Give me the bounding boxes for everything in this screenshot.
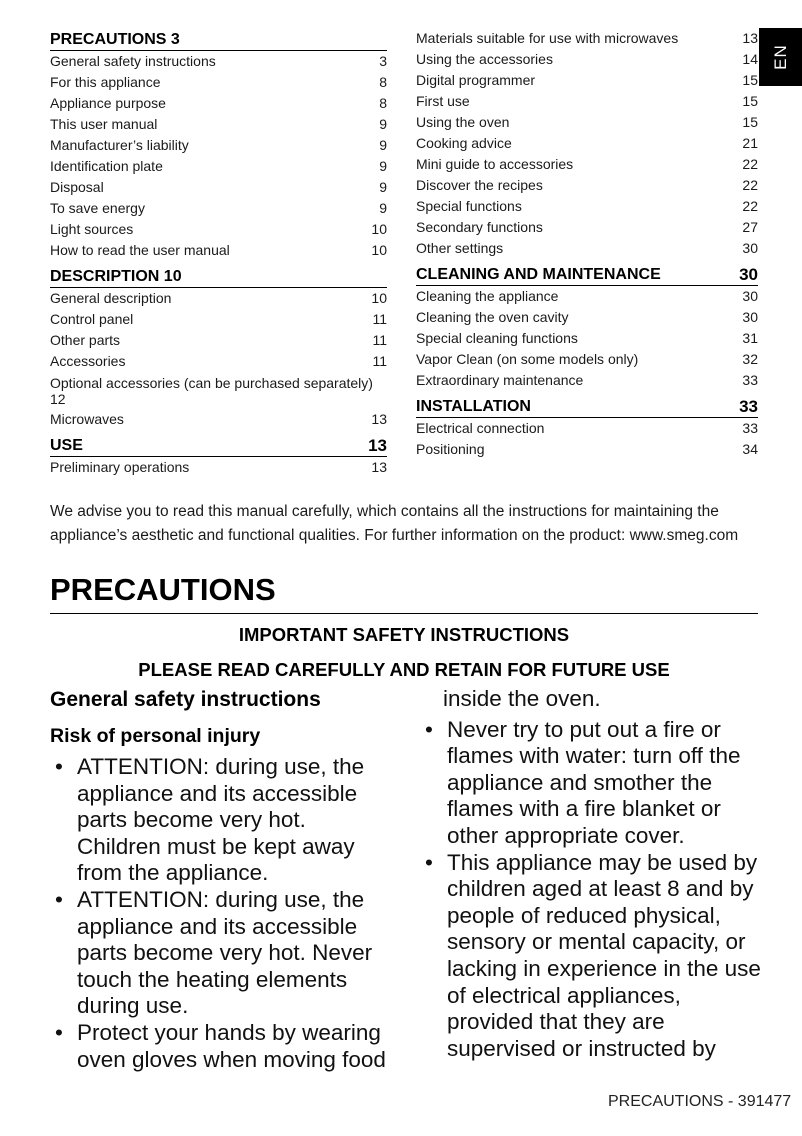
language-tab-label: EN xyxy=(770,44,790,70)
toc-entry[interactable] xyxy=(50,135,387,156)
toc-label: Mini guide to accessories xyxy=(416,156,574,172)
toc-page-number: 9 xyxy=(379,116,387,132)
toc-entry[interactable] xyxy=(50,330,387,351)
toc-label: Extraordinary maintenance xyxy=(416,372,584,388)
toc-label: Vapor Clean (on some models only) xyxy=(416,351,639,367)
toc-page-number: 9 xyxy=(379,179,387,195)
toc-page-number: 14 xyxy=(742,51,758,67)
toc-page-number: 13 xyxy=(371,459,387,475)
toc-label: Using the oven xyxy=(416,114,510,130)
toc-entry[interactable] xyxy=(50,156,387,177)
toc-page-number: 10 xyxy=(371,242,387,258)
toc-page-number: 8 xyxy=(379,95,387,111)
toc-label: Cleaning the appliance xyxy=(416,288,559,304)
toc-entry[interactable] xyxy=(416,196,758,217)
toc-section-heading[interactable] xyxy=(50,265,387,288)
bullet-text: ATTENTION: during use, the appliance and its accessible parts become very hot. Never touch the heating elements during use. xyxy=(77,886,373,1019)
toc-page-number: 34 xyxy=(742,441,758,457)
toc-label: Accessories xyxy=(50,353,126,369)
toc-label: Electrical connection xyxy=(416,420,545,436)
toc-page-number: 30 xyxy=(742,288,758,304)
toc-label: PRECAUTIONS 3 xyxy=(50,31,180,48)
toc-entry[interactable] xyxy=(50,351,387,372)
toc-label: How to read the user manual xyxy=(50,242,230,258)
bullet-dot-icon: • xyxy=(425,716,433,742)
toc-label: Other parts xyxy=(50,332,121,348)
toc-entry[interactable] xyxy=(50,219,387,240)
toc-page-number: 22 xyxy=(742,198,758,214)
toc-left-column xyxy=(50,28,387,478)
bullet-continuation: inside the oven. xyxy=(443,686,601,711)
toc-label: Light sources xyxy=(50,221,134,237)
bullet-dot-icon: • xyxy=(55,886,63,912)
toc-page-number: 10 xyxy=(371,221,387,237)
toc-entry[interactable] xyxy=(416,349,758,370)
toc-page-number: 8 xyxy=(379,74,387,90)
toc-page-number: 32 xyxy=(742,351,758,367)
bullet-dot-icon: • xyxy=(55,1019,63,1045)
toc-page-number: 15 xyxy=(742,93,758,109)
toc-label: USE xyxy=(50,437,83,454)
body-right-column xyxy=(420,686,765,1062)
toc-entry[interactable] xyxy=(50,51,387,72)
toc-label: Cleaning the oven cavity xyxy=(416,309,569,325)
bullet-text: Protect your hands by wearing oven gloves when moving food xyxy=(77,1019,386,1072)
bullet-item xyxy=(50,887,395,1020)
toc-page-number: 9 xyxy=(379,137,387,153)
toc-page-number: 27 xyxy=(742,219,758,235)
toc-entry[interactable] xyxy=(416,175,758,196)
toc-entry[interactable] xyxy=(416,112,758,133)
toc-label: DESCRIPTION 10 xyxy=(50,268,182,285)
toc-entry[interactable] xyxy=(50,177,387,198)
toc-page-number: 30 xyxy=(742,240,758,256)
toc-page-number: 12 xyxy=(50,391,66,407)
toc-entry[interactable] xyxy=(50,240,387,261)
toc-label: Secondary functions xyxy=(416,219,543,235)
subsection-title: Risk of personal injury xyxy=(50,725,261,747)
toc-label: Appliance purpose xyxy=(50,95,166,111)
toc-section-heading[interactable] xyxy=(50,28,387,51)
toc-page-number: 33 xyxy=(742,420,758,436)
toc-label: Control panel xyxy=(50,311,134,327)
bullet-item xyxy=(50,1020,395,1073)
toc-page-number: 30 xyxy=(742,309,758,325)
please-read-heading: PLEASE READ CAREFULLY AND RETAIN FOR FUTURE USE xyxy=(138,659,670,680)
section-title: General safety instructions xyxy=(50,688,321,711)
toc-page-number: 13 xyxy=(742,30,758,46)
toc-entry[interactable] xyxy=(50,309,387,330)
toc-label: Disposal xyxy=(50,179,104,195)
bullet-item xyxy=(420,850,765,1063)
toc-page-number: 30 xyxy=(739,265,758,284)
toc-entry[interactable] xyxy=(416,154,758,175)
toc-entry[interactable] xyxy=(50,409,387,430)
toc-label: Materials suitable for use with microwaves xyxy=(416,30,679,46)
toc-label: General description xyxy=(50,290,172,306)
toc-entry[interactable] xyxy=(416,238,758,259)
toc-page-number: 15 xyxy=(742,114,758,130)
toc-entry[interactable] xyxy=(416,370,758,391)
bullet-dot-icon: • xyxy=(425,849,433,875)
toc-label: Preliminary operations xyxy=(50,459,190,475)
toc-label: To save energy xyxy=(50,200,145,216)
toc-page-number: 10 xyxy=(371,290,387,306)
title-divider xyxy=(50,613,758,614)
toc-entry[interactable] xyxy=(416,49,758,70)
language-tab[interactable] xyxy=(759,28,802,86)
toc-label: For this appliance xyxy=(50,74,161,90)
bullet-text: ATTENTION: during use, the appliance and its accessible parts become very hot. Children must be kept away from the appliance. xyxy=(77,754,365,886)
important-safety-heading: IMPORTANT SAFETY INSTRUCTIONS xyxy=(238,624,570,645)
toc-page-number: 9 xyxy=(379,200,387,216)
toc-label: General safety instructions xyxy=(50,53,216,69)
toc-entry[interactable] xyxy=(416,286,758,307)
toc-entry[interactable] xyxy=(50,372,387,409)
bullet-item xyxy=(420,717,765,850)
toc-entry[interactable] xyxy=(50,198,387,219)
toc-entry[interactable] xyxy=(416,328,758,349)
toc-label: CLEANING AND MAINTENANCE xyxy=(416,266,661,283)
toc-label: Positioning xyxy=(416,441,485,457)
toc-entry[interactable] xyxy=(416,307,758,328)
toc-label: Other settings xyxy=(416,240,504,256)
toc-label: Identification plate xyxy=(50,158,163,174)
toc-entry[interactable] xyxy=(416,439,758,460)
body-left-column xyxy=(50,686,395,1073)
toc-label: Microwaves xyxy=(50,411,124,427)
left-bullet-list xyxy=(50,754,395,1073)
toc-entry[interactable] xyxy=(50,72,387,93)
toc-page-number: 11 xyxy=(372,311,387,327)
bullet-item xyxy=(50,754,395,887)
toc-page-number: 13 xyxy=(368,436,387,455)
toc-section-heading[interactable] xyxy=(416,395,758,418)
toc-entry[interactable] xyxy=(50,288,387,309)
bullet-dot-icon: • xyxy=(55,754,63,779)
toc-entry[interactable] xyxy=(416,217,758,238)
toc-entry[interactable] xyxy=(416,418,758,439)
toc-label: Manufacturer’s liability xyxy=(50,137,189,153)
toc-label: Discover the recipes xyxy=(416,177,543,193)
toc-entry[interactable] xyxy=(416,70,758,91)
toc-label: INSTALLATION xyxy=(416,398,531,415)
toc-page-number: 21 xyxy=(742,135,758,151)
toc-label: First use xyxy=(416,93,470,109)
toc-page-number: 11 xyxy=(372,332,387,348)
toc-entry[interactable] xyxy=(416,28,758,49)
toc-label: Using the accessories xyxy=(416,51,553,67)
toc-label: This user manual xyxy=(50,116,158,132)
precautions-title: PRECAUTIONS xyxy=(50,572,276,607)
toc-section-heading[interactable] xyxy=(416,263,758,286)
page-footer: PRECAUTIONS - 391477 xyxy=(608,1093,792,1110)
toc-section-heading[interactable] xyxy=(50,434,387,457)
toc-page-number: 31 xyxy=(742,330,758,346)
toc-entry[interactable] xyxy=(50,93,387,114)
toc-label: Special functions xyxy=(416,198,522,214)
intro-paragraph: We advise you to read this manual carefully, which contains all the instructions for maintaining the appliance’s aesthetic and functional qualities. For further information on the product: www.smeg.com xyxy=(50,503,739,544)
toc-entry[interactable] xyxy=(416,133,758,154)
toc-right-column xyxy=(416,28,758,460)
toc-page-number: 3 xyxy=(379,53,387,69)
toc-label: Cooking advice xyxy=(416,135,512,151)
toc-page-number: 15 xyxy=(742,72,758,88)
bullet-text: Never try to put out a fire or flames with water: turn off the appliance and smother the flames with a fire blanket or other appropriate cover. xyxy=(447,716,741,848)
toc-page-number: 22 xyxy=(742,177,758,193)
toc-page-number: 22 xyxy=(742,156,758,172)
toc-entry[interactable] xyxy=(50,457,387,478)
toc-label: Digital programmer xyxy=(416,72,536,88)
toc-page-number: 33 xyxy=(739,397,758,416)
toc-page-number: 13 xyxy=(371,411,387,427)
toc-entry[interactable] xyxy=(50,114,387,135)
bullet-text: This appliance may be used by children aged at least 8 and by people of reduced physical, sensory or mental capacity, or lacking in experience in the use of electrical appliances, provided that they are supervised or instructed by xyxy=(447,849,761,1061)
toc-label: Optional accessories (can be purchased separately) xyxy=(50,375,373,391)
toc-page-number: 9 xyxy=(379,158,387,174)
toc-page-number: 11 xyxy=(372,353,387,369)
toc-entry[interactable] xyxy=(416,91,758,112)
right-bullet-list xyxy=(420,717,765,1063)
toc-page-number: 33 xyxy=(742,372,758,388)
toc-label: Special cleaning functions xyxy=(416,330,578,346)
